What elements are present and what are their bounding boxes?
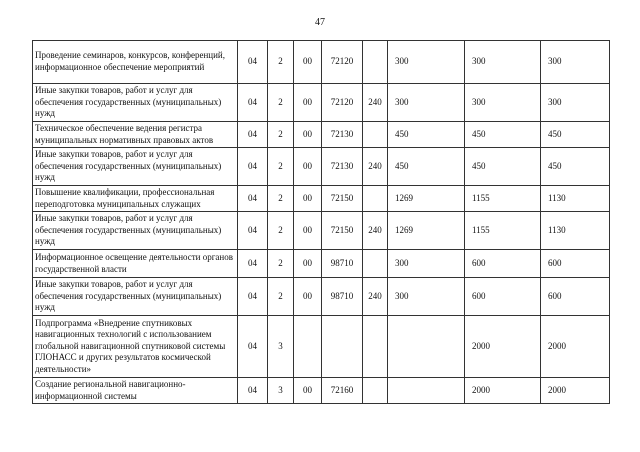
program-code: 00 [294,41,322,84]
amount-year-2: 300 [465,41,541,84]
expense-type-code: 240 [363,84,388,122]
amount-year-3: 2000 [541,378,610,404]
target-item-code: 72150 [322,186,363,212]
amount-year-2: 450 [465,148,541,186]
target-item-code: 98710 [322,278,363,316]
table-row [33,122,610,148]
table-body [33,41,610,404]
section-code: 04 [238,378,268,404]
program-code: 00 [294,212,322,250]
subsection-code: 2 [268,186,294,212]
expense-type-code [363,316,388,378]
row-name: Создание региональной навигационно-информационной системы [33,378,238,404]
target-item-code: 72130 [322,148,363,186]
amount-year-3: 2000 [541,316,610,378]
expense-type-code: 240 [363,212,388,250]
row-name: Иные закупки товаров, работ и услуг для обеспечения государственных (муниципальных) нужд [33,212,238,250]
amount-year-1: 300 [388,278,465,316]
expense-type-code: 240 [363,278,388,316]
program-code [294,316,322,378]
amount-year-3: 300 [541,41,610,84]
subsection-code: 2 [268,41,294,84]
subsection-code: 2 [268,278,294,316]
page-number: 47 [315,17,325,28]
target-item-code: 72150 [322,212,363,250]
expense-type-code [363,122,388,148]
expense-type-code [363,41,388,84]
table-row [33,378,610,404]
amount-year-3: 450 [541,148,610,186]
subsection-code: 2 [268,250,294,278]
program-code: 00 [294,378,322,404]
section-code: 04 [238,278,268,316]
amount-year-1: 300 [388,84,465,122]
table-row [33,148,610,186]
amount-year-1 [388,316,465,378]
amount-year-1: 450 [388,148,465,186]
amount-year-1 [388,378,465,404]
amount-year-3: 1130 [541,186,610,212]
amount-year-1: 1269 [388,212,465,250]
program-code: 00 [294,250,322,278]
amount-year-2: 450 [465,122,541,148]
table-row [33,316,610,378]
target-item-code: 72120 [322,84,363,122]
table-row [33,250,610,278]
subsection-code: 2 [268,122,294,148]
table-row [33,186,610,212]
section-code: 04 [238,212,268,250]
amount-year-2: 600 [465,250,541,278]
row-name: Иные закупки товаров, работ и услуг для обеспечения государственных (муниципальных) нужд [33,84,238,122]
expense-type-code [363,186,388,212]
expense-type-code: 240 [363,148,388,186]
target-item-code: 72130 [322,122,363,148]
amount-year-1: 450 [388,122,465,148]
target-item-code: 72160 [322,378,363,404]
amount-year-3: 600 [541,250,610,278]
target-item-code [322,316,363,378]
amount-year-3: 450 [541,122,610,148]
amount-year-1: 300 [388,250,465,278]
target-item-code: 72120 [322,41,363,84]
row-name: Иные закупки товаров, работ и услуг для обеспечения государственных (муниципальных) нужд [33,278,238,316]
program-code: 00 [294,84,322,122]
section-code: 04 [238,316,268,378]
program-code: 00 [294,122,322,148]
amount-year-2: 300 [465,84,541,122]
amount-year-2: 1155 [465,186,541,212]
table-row [33,41,610,84]
section-code: 04 [238,41,268,84]
amount-year-3: 1130 [541,212,610,250]
row-name: Информационное освещение деятельности органов государственной власти [33,250,238,278]
row-name: Подпрограмма «Внедрение спутниковых навигационных технологий с использованием глобальной навигационной спутниковой системы ГЛОНАСС и других результатов космической деятельности» [33,316,238,378]
subsection-code: 2 [268,84,294,122]
amount-year-2: 1155 [465,212,541,250]
amount-year-1: 300 [388,41,465,84]
section-code: 04 [238,122,268,148]
amount-year-3: 600 [541,278,610,316]
budget-table [32,40,610,404]
program-code: 00 [294,186,322,212]
section-code: 04 [238,84,268,122]
table-row [33,84,610,122]
program-code: 00 [294,148,322,186]
row-name: Проведение семинаров, конкурсов, конференций, информационное обеспечение мероприятий [33,41,238,84]
amount-year-2: 2000 [465,316,541,378]
section-code: 04 [238,186,268,212]
subsection-code: 3 [268,378,294,404]
target-item-code: 98710 [322,250,363,278]
table-row [33,278,610,316]
amount-year-1: 1269 [388,186,465,212]
amount-year-3: 300 [541,84,610,122]
row-name: Иные закупки товаров, работ и услуг для обеспечения государственных (муниципальных) нужд [33,148,238,186]
amount-year-2: 2000 [465,378,541,404]
subsection-code: 3 [268,316,294,378]
row-name: Техническое обеспечение ведения регистра муниципальных нормативных правовых актов [33,122,238,148]
section-code: 04 [238,250,268,278]
table-row [33,212,610,250]
section-code: 04 [238,148,268,186]
subsection-code: 2 [268,212,294,250]
program-code: 00 [294,278,322,316]
expense-type-code [363,250,388,278]
row-name: Повышение квалификации, профессиональная переподготовка муниципальных служащих [33,186,238,212]
expense-type-code [363,378,388,404]
subsection-code: 2 [268,148,294,186]
amount-year-2: 600 [465,278,541,316]
